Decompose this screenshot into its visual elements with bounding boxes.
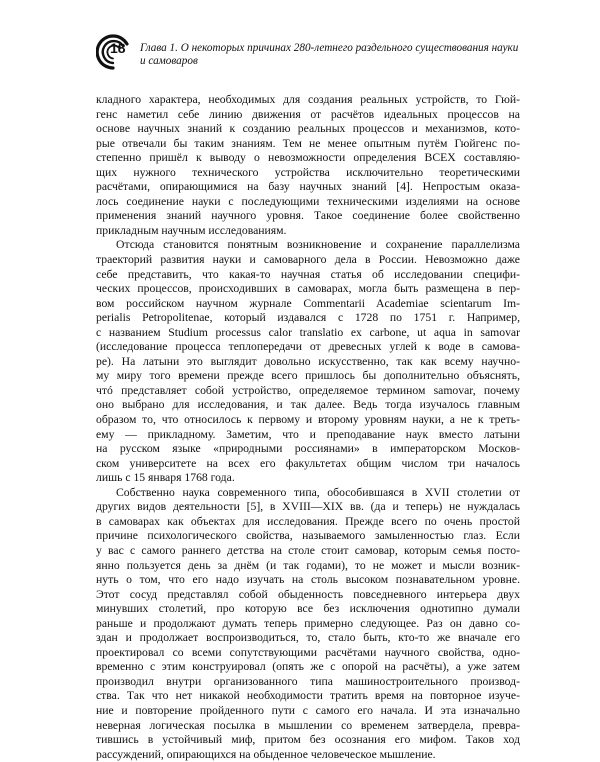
running-header-title [140, 42, 530, 67]
text-line: Собственно наука современного типа, обособившаяся в XVII столетии от [116, 485, 520, 499]
text-line: на русском языке «природными россиянами» в императорском Москов- [96, 442, 520, 456]
text-line: perialis Petropolitenae, который издавался с 1728 по 1751 г. Например, [96, 311, 520, 325]
text-line: здан и продолжает воспроизводиться, то, стало быть, кто-то же вначале его [96, 631, 520, 645]
text-line: производил внутри организованного типа машиностроительного производ- [96, 674, 520, 688]
text-line: щих нужного технического устройства исключительно теоретическими [96, 165, 520, 179]
text-line: основе научных знаний к созданию реальных процессов и механизмов, кото- [96, 122, 520, 136]
text-line: степенно пришёл к выводу о невозможности определения ВСЕХ составляю- [96, 151, 520, 165]
text-line: в самоварах как объектах для исследования. Прежде всего по очень простой [96, 514, 520, 528]
running-header-line: Глава 1. О некоторых причинах 280-летнего раздельного существования науки [140, 42, 519, 54]
text-line: (исследование процесса теплопередачи от древесных углей к воде в самова- [96, 340, 520, 354]
text-line: ему — прикладному. Заметим, что и преподавание наук вместо латыни [96, 427, 520, 441]
paragraph [96, 238, 520, 485]
text-line: раньше и продолжают думать теперь примерно следующее. Раз он давно со- [96, 616, 520, 630]
page-header [96, 33, 526, 73]
text-line: у вас с самого раннего детства на столе стоит самовар, которым семья посто- [96, 543, 520, 557]
text-line: себе представить, что какая-то научная статья об исследовании специфи- [96, 267, 520, 281]
text-line: ние и повторение пройденного пути с самого его начала. И эта изначально [96, 703, 520, 717]
text-line: траекторий развития науки и самоварного дела в России. Невозможно даже [96, 253, 520, 267]
main-text-column [96, 93, 520, 762]
paragraph [96, 486, 520, 762]
text-line: Отсюда становится понятным возникновение и сохранение параллелизма [116, 238, 520, 252]
text-line: рые отвечали бы таким знаниям. Тем не менее опытным путём Гюйгенс по- [96, 136, 520, 150]
text-line: генс наметил себе линию движения от расчётов идеальных процессов на [96, 107, 520, 121]
text-line: ском университете на всех его факультетах общим числом три началось [96, 456, 520, 470]
text-line: лишь с 15 января 1768 года. [96, 471, 235, 485]
text-line: проектировал со всеми сопутствующими расчётами научного свойства, одно- [96, 645, 520, 659]
text-line: ства. Так что нет никакой необходимости тратить время на повторное изуче- [96, 689, 520, 703]
text-line: рассуждений, опирающихся на обыденное человеческое мышление. [96, 747, 436, 761]
text-line: с названием Studium processus calor translatio ex carbone, ut aqua in samovar [96, 325, 520, 339]
text-line: ре). На латыни это выглядит довольно искусственно, так как всему научно- [96, 354, 520, 368]
text-line: му миру того времени прежде всего пришлось бы дополнительно объяснять, [96, 369, 520, 383]
text-line: Этот сосуд представлял собой обыденность повседневного интерьера двух [96, 587, 520, 601]
text-line: причине психологического свойства, называемого замыленностью глаз. Если [96, 529, 520, 543]
text-line: применения знаний научного уровня. Такое соединение более свойственно [96, 209, 520, 223]
text-line: янно пользуется день за днём (и так годами), то не может и мысли возник- [96, 558, 520, 572]
text-line: чтó представляет собой устройство, определяемое термином samovar, почему [96, 383, 520, 397]
text-line: минувших столетий, про которую все без исключения однотипно думали [96, 602, 520, 616]
text-line: временно с этим конструировал (опять же с опорой на расчёты), а уже затем [96, 660, 520, 674]
text-line: других видов деятельности [5], в XVIII—XIX вв. (да и теперь) не нуждалась [96, 500, 520, 514]
text-line: ческих процессов, происходивших в самоварах, могла быть размещена в пер- [96, 282, 520, 296]
text-line: лось соединение науки с последующими техническими изделиями на основе [96, 194, 520, 208]
text-line: расчётами, опирающимися на базу научных знаний [4]. Непростым оказа- [96, 180, 520, 194]
text-line: тившись в устойчивый миф, притом без осознания его мифом. Таков ход [96, 733, 520, 747]
text-line: оно выбрано для исследования, и так далее. Ведь тогда изучалось главным [96, 398, 520, 412]
text-line: вом российском научном журнале Commentarii Academiae scientarum Im- [96, 296, 520, 310]
text-line: кладного характера, необходимых для создания реальных устройств, то Гюй- [96, 93, 520, 106]
text-line: неверная логическая посылка в мышлении со временем затвердела, превра- [96, 718, 520, 732]
text-line: образом то, что относилось к первому и второму уровням науки, а не к треть- [96, 413, 520, 427]
page-number: 18 [110, 40, 126, 56]
text-line: прикладным научным исследованиям. [96, 223, 287, 237]
paragraph [96, 93, 520, 238]
text-line: нуть о том, что его надо изучать на столь высоком познавательном уровне. [96, 573, 520, 587]
running-header-line: и самоваров [140, 54, 198, 67]
